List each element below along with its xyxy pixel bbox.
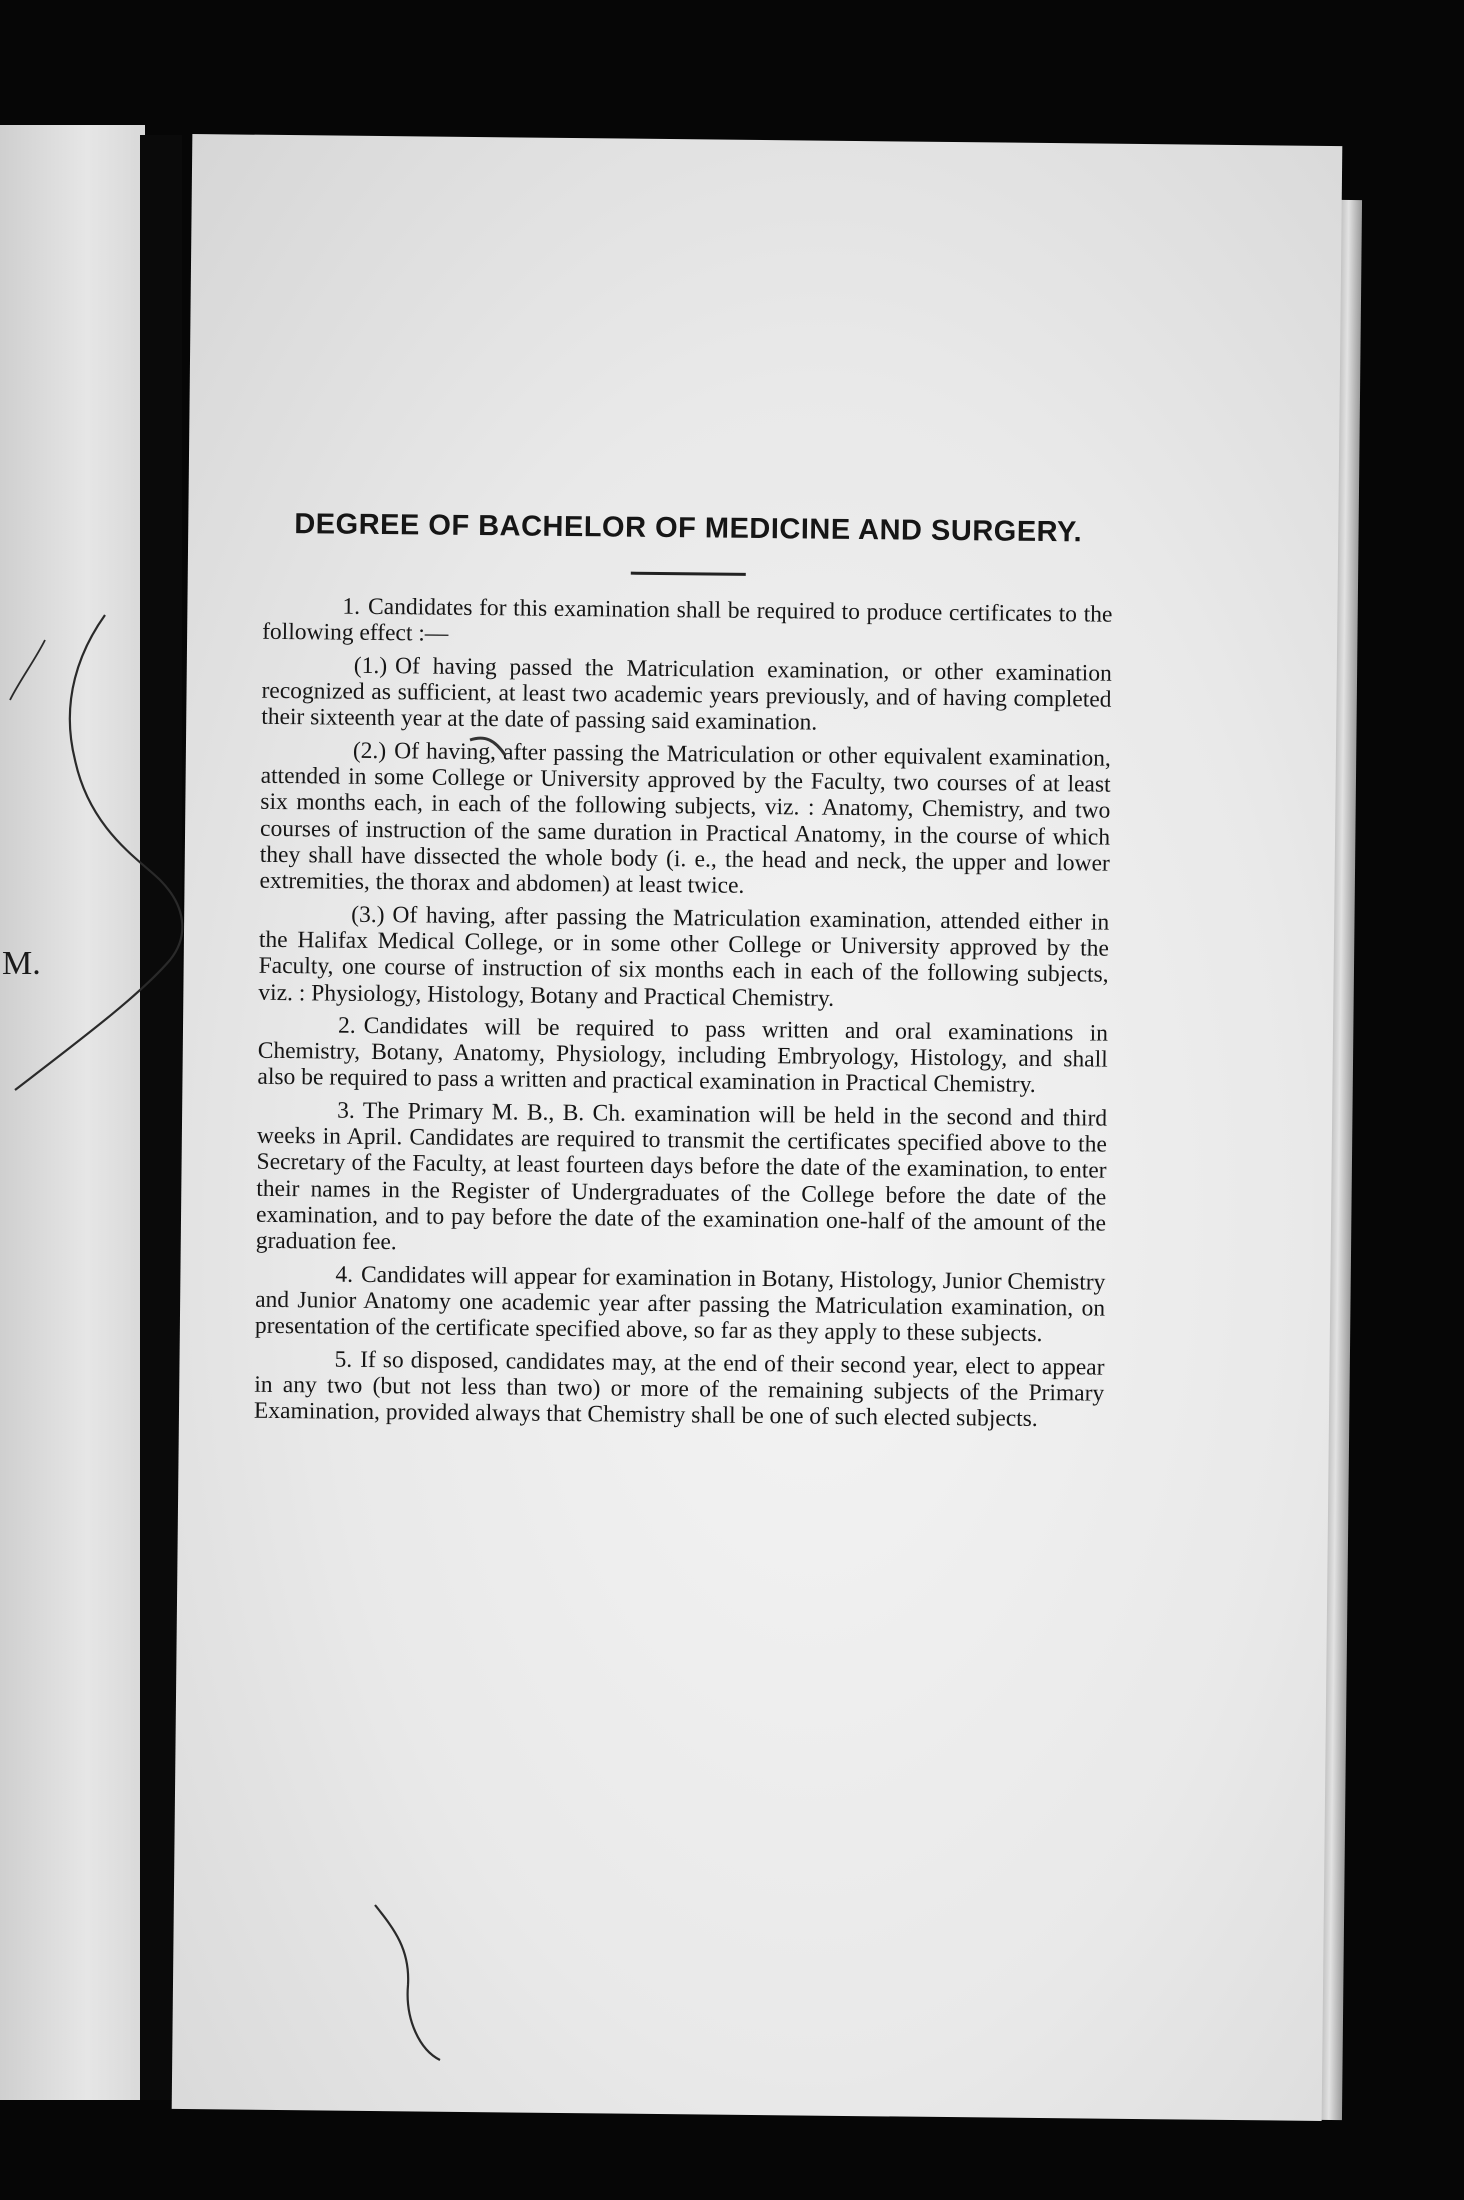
page-content [254, 505, 1114, 1439]
paragraph-number: (3.) [351, 901, 385, 928]
paragraph-1 [262, 593, 1113, 655]
right-page [172, 134, 1343, 2121]
paragraph-5 [254, 1345, 1105, 1433]
paragraph-text: Candidates for this examination shall be required to produce certificates to the following effect :— [262, 594, 1113, 648]
paragraph-text: Candidates will appear for examination in Botany, Histology, Junior Chemistry and Junior Anatomy one academic year after passing the Matriculation examination, on presentation of the certificate specified above, so far as they apply to these subjects. [254, 1261, 1106, 1348]
heading-rule [630, 572, 745, 576]
paragraph-number: 3. [337, 1097, 355, 1124]
paragraph-text: The Primary M. B., B. Ch. examination will be held in the second and third weeks in April. Candidates are required to transmit the certificates specified above to the Secretary of the Faculty, at least fourteen days before the date of the examination, to enter their names in the Register of Undergraduates of the College before the date of the examination, and to pay before the date of the examination one-half of the amount of the graduation fee. [255, 1097, 1108, 1256]
page-heading: DEGREE OF BACHELOR OF MEDICINE AND SURGERY. [294, 508, 1083, 549]
paragraph-3 [256, 1097, 1108, 1264]
paragraph-number: 2. [337, 1012, 356, 1039]
paragraph-2 [257, 1012, 1108, 1100]
paragraph-1-1 [261, 652, 1112, 740]
paragraph-text: Of having, after passing the Matriculation or other equivalent examination, attended in some College or University approved by the Faculty, two courses of at least six months each, in each of the following subjects, viz. : Anatomy, Chemistry, and two courses of instruction of the same duration in Practical Anatomy, in the course of which they shall have dissected the whole body (i. e., the head and neck, the upper and lower extremities, the thorax and abdomen) at least twice. [259, 737, 1112, 900]
paragraph-text: Of having passed the Matriculation examination, or other examination recognized as sufficient, at least two academic years previously, and of having completed their sixteenth year at the date of passing said examination. [261, 652, 1112, 736]
paragraph-text: Of having, after passing the Matriculation examination, attended either in the Halifax Medical College, or in some other College or University approved by the Faculty, one course of instruction of six months each in each of the following subjects, viz. : Physiology, Histology, Botany and Practical Chemistry. [258, 901, 1110, 1012]
paragraph-number: (2.) [352, 737, 387, 764]
paragraph-1-2 [259, 736, 1111, 903]
paragraph-number: 1. [342, 593, 361, 620]
left-page-text-fragment: M. [2, 945, 41, 982]
paragraph-1-3 [258, 900, 1109, 1014]
paragraph-number: 4. [335, 1261, 354, 1288]
paragraph-number: 5. [334, 1346, 353, 1373]
paragraph-text: Candidates will be required to pass written and oral examinations in Chemistry, Botany, Anatomy, Physiology, including Embryology, Histology, and shall also be required to pass a written and practical examination in Practical Chemistry. [257, 1012, 1109, 1099]
paragraph-text: If so disposed, candidates may, at the end of their second year, elect to appear in any two (but not less than two) or more of the remaining subjects of the Primary Examination, provided always that Chemistry shall be one of such elected subjects. [253, 1346, 1105, 1433]
paragraph-4 [255, 1260, 1106, 1348]
paragraph-number: (1.) [353, 652, 388, 679]
left-page [0, 125, 145, 2100]
